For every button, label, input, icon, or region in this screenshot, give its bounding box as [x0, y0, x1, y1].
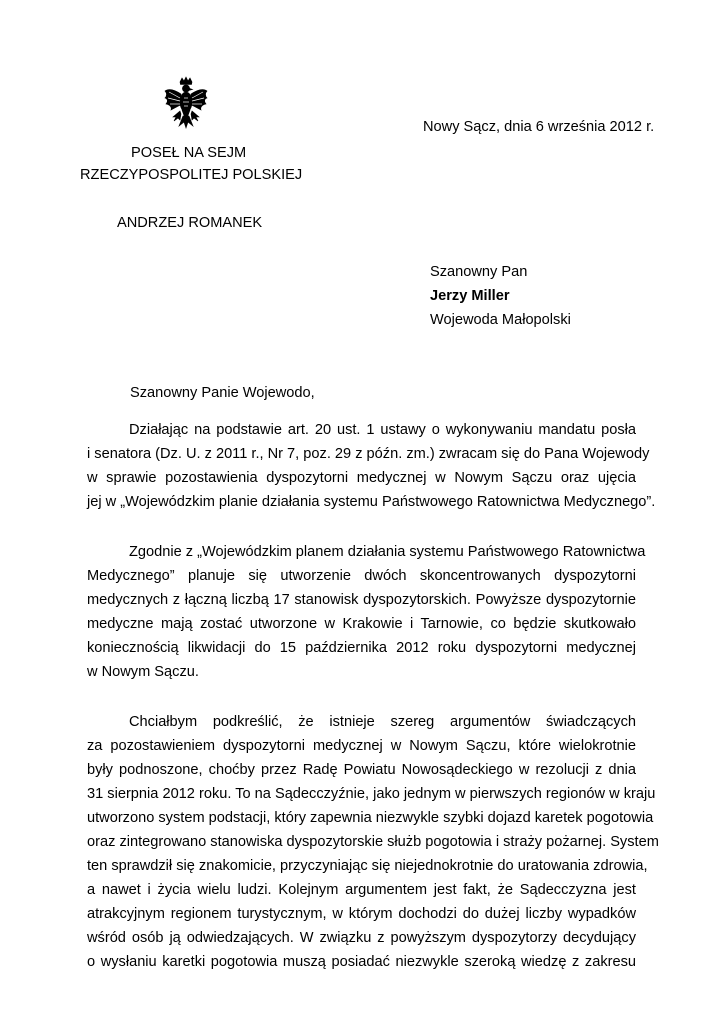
- paragraph-line: Działając na podstawie art. 20 ust. 1 ustawy o wykonywaniu mandatu posła: [129, 422, 636, 438]
- paragraph-line: utworzono system podstacji, który zapewnia niezwykle szybki dojazd karetek pogotowia: [87, 810, 654, 826]
- paragraph-line: Medycznego” planuje się utworzenie dwóch skoncentrowanych dyspozytorni: [87, 568, 636, 584]
- paragraph-line: medyczne mają zostać utworzone w Krakowie i Tarnowie, co będzie skutkowało: [87, 616, 636, 632]
- paragraph-line: były podnoszone, choćby przez Radę Powiatu Nowosądeckiego w rezolucji z dnia: [87, 762, 636, 778]
- recipient-salutation: Szanowny Pan: [430, 264, 528, 280]
- paragraph-line: w sprawie pozostawienia dyspozytorni medycznej w Nowym Sączu oraz ujęcia: [87, 470, 636, 486]
- paragraph-line: jej w „Wojewódzkim planie działania systemu Państwowego Ratownictwa Medycznego”.: [87, 494, 656, 510]
- paragraph-line: a nawet i życia wielu ludzi. Kolejnym argumentem jest fakt, że Sądecczyzna jest: [87, 882, 636, 898]
- body-paragraph-1: [87, 418, 656, 514]
- paragraph-line: o wysłaniu karetki pogotowia muszą posiadać niezwykle szeroką wiedzę z zakresu: [87, 954, 636, 970]
- sender-title-line2: RZECZYPOSPOLITEJ POLSKIEJ: [80, 167, 303, 183]
- paragraph-line: 31 sierpnia 2012 roku. To na Sądecczyźnie, jako jednym w pierwszych regionów w kraju: [87, 786, 656, 802]
- recipient-title: Wojewoda Małopolski: [430, 312, 571, 328]
- paragraph-line: ten sprawdził się znakomicie, przyczyniając się niejednokrotnie do uratowania zdrowia,: [87, 858, 648, 874]
- recipient-name: Jerzy Miller: [430, 288, 510, 304]
- letter-greeting: Szanowny Panie Wojewodo,: [130, 385, 315, 401]
- body-paragraph-2: [87, 540, 646, 684]
- paragraph-line: wśród osób ją odwiedzających. W związku z powyższym dyspozytorzy decydujący: [87, 930, 636, 946]
- paragraph-line: i senatora (Dz. U. z 2011 r., Nr 7, poz. 29 z późn. zm.) zwracam się do Pana Wojewody: [87, 446, 650, 462]
- polish-eagle-emblem-icon: [163, 76, 209, 130]
- paragraph-line: medycznych z łączną liczbą 17 stanowisk dyspozytorskich. Powyższe dyspozytornie: [87, 592, 636, 608]
- sender-name: ANDRZEJ ROMANEK: [117, 215, 263, 231]
- paragraph-line: w Nowym Sączu.: [87, 664, 199, 680]
- paragraph-line: za pozostawieniem dyspozytorni medycznej w Nowym Sączu, które wielokrotnie: [87, 738, 636, 754]
- paragraph-line: atrakcyjnym regionem turystycznym, w którym dochodzi do dużej liczby wypadków: [87, 906, 636, 922]
- date-line: Nowy Sącz, dnia 6 września 2012 r.: [423, 119, 655, 135]
- body-paragraph-3: [87, 710, 659, 974]
- paragraph-line: Zgodnie z „Wojewódzkim planem działania systemu Państwowego Ratownictwa: [129, 544, 646, 560]
- paragraph-line: Chciałbym podkreślić, że istnieje szereg argumentów świadczących: [129, 714, 636, 730]
- paragraph-line: koniecznością likwidacji do 15 października 2012 roku dyspozytorni medycznej: [87, 640, 636, 656]
- paragraph-line: oraz zintegrowano stanowiska dyspozytorskie służb pogotowia i straży pożarnej. System: [87, 834, 659, 850]
- sender-title-line1: POSEŁ NA SEJM: [131, 145, 247, 161]
